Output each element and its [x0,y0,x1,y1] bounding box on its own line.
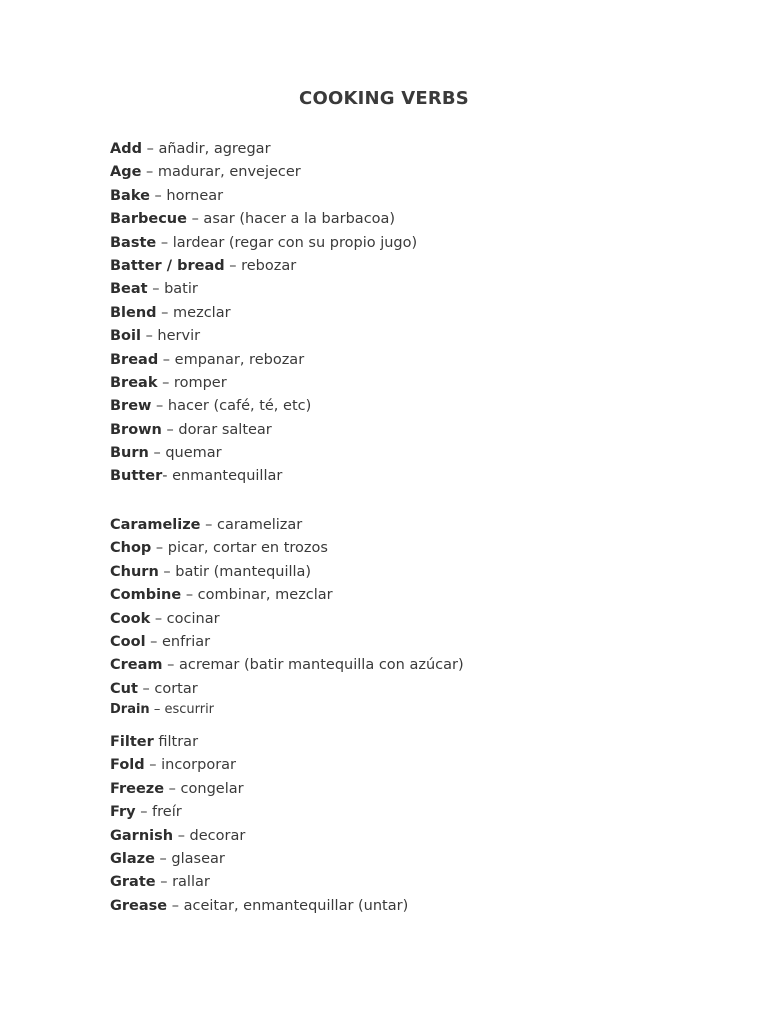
verb-term: Grate [110,874,156,891]
list-item [110,208,417,231]
verb-translation: – hacer (café, té, etc) [151,398,312,415]
verb-translation: – hornear [149,187,224,204]
verb-translation: – glasear [154,850,225,867]
verb-term: Brown [110,421,162,438]
list-item [110,825,408,848]
verb-list-a-b [110,138,417,489]
list-item [110,754,408,777]
verb-term: Barbecue [110,211,187,228]
verb-translation: – incorporar [144,757,237,774]
verb-translation: – madurar, envejecer [141,164,301,181]
page-title: COOKING VERBS [299,88,469,109]
verb-term: Drain [110,702,150,718]
verb-translation: – hervir [140,328,201,345]
list-item [110,678,464,701]
verb-term: Grease [110,897,168,914]
verb-term: Chop [110,540,152,557]
verb-term: Baste [110,234,157,251]
verb-translation: filtrar [153,734,199,750]
verb-term: Caramelize [110,517,201,533]
verb-translation: – romper [157,374,227,391]
verb-translation: – lardear (regar con su propio jugo) [156,234,418,251]
verb-translation: – cocinar [150,610,220,627]
list-item [110,514,464,537]
verb-translation: – añadir, agregar [141,141,271,157]
list-item [110,349,417,372]
list-item [110,325,417,348]
list-item [110,442,417,465]
verb-term: Blend [110,304,157,321]
verb-term: Fold [110,757,145,774]
verb-term: Churn [110,563,159,580]
list-item [110,161,417,184]
verb-term: Cream [110,657,163,674]
list-item [110,778,408,801]
list-item [110,801,408,824]
verb-translation: – quemar [148,445,222,462]
verb-list-f-g [110,731,408,918]
verb-translation: – decorar [173,827,246,844]
verb-term: Cook [110,610,151,627]
verb-term: Break [110,374,158,391]
list-item [110,185,417,208]
verb-translation: – combinar, mezclar [181,587,333,604]
verb-translation: – rallar [155,874,210,891]
list-item [110,537,464,560]
verb-translation: – picar, cortar en trozos [151,540,328,557]
verb-term: Combine [110,587,182,604]
verb-term: Filter [110,734,154,750]
list-item [110,372,417,395]
verb-term: Add [110,141,142,157]
verb-term: Brew [110,398,152,415]
list-item [110,419,417,442]
verb-translation: - enmantequillar [162,468,283,485]
list-item [110,395,417,418]
verb-translation: – escurrir [149,702,215,718]
verb-translation: – acremar (batir mantequilla con azúcar) [162,657,464,674]
verb-translation: – cortar [137,680,198,697]
verb-translation: – asar (hacer a la barbacoa) [186,211,396,228]
list-item [110,561,464,584]
verb-term: Bread [110,351,159,368]
verb-translation: – caramelizar [200,517,303,533]
verb-term: Beat [110,281,148,298]
verb-term: Glaze [110,850,155,867]
verb-term: Age [110,164,142,181]
verb-term: Garnish [110,827,174,844]
verb-translation: – dorar saltear [161,421,272,438]
verb-list-c-d [110,514,464,718]
list-item [110,848,408,871]
verb-translation: – congelar [164,780,244,797]
list-item [110,631,464,654]
list-item [110,255,417,278]
verb-term: Bake [110,187,150,204]
verb-term: Butter [110,468,163,485]
list-item [110,138,417,161]
verb-term: Fry [110,804,136,821]
list-item [110,584,464,607]
verb-translation: – empanar, rebozar [158,351,305,368]
verb-term: Batter / bread [110,257,225,274]
verb-term: Cut [110,680,138,697]
verb-term: Cool [110,633,146,650]
list-item [110,608,464,631]
list-item [110,465,417,488]
list-item [110,871,408,894]
verb-translation: – freír [135,804,182,821]
verb-translation: – batir [147,281,198,298]
list-item [110,232,417,255]
verb-translation: – rebozar [224,257,297,274]
verb-translation: – aceitar, enmantequillar (untar) [167,897,409,914]
verb-translation: – enfriar [145,633,211,650]
verb-term: Boil [110,328,141,345]
verb-translation: – mezclar [156,304,231,321]
list-item [110,731,408,754]
list-item [110,895,408,918]
list-item [110,701,464,718]
verb-translation: – batir (mantequilla) [158,563,312,580]
verb-term: Freeze [110,780,165,797]
list-item [110,302,417,325]
list-item [110,278,417,301]
list-item [110,654,464,677]
verb-term: Burn [110,445,149,462]
